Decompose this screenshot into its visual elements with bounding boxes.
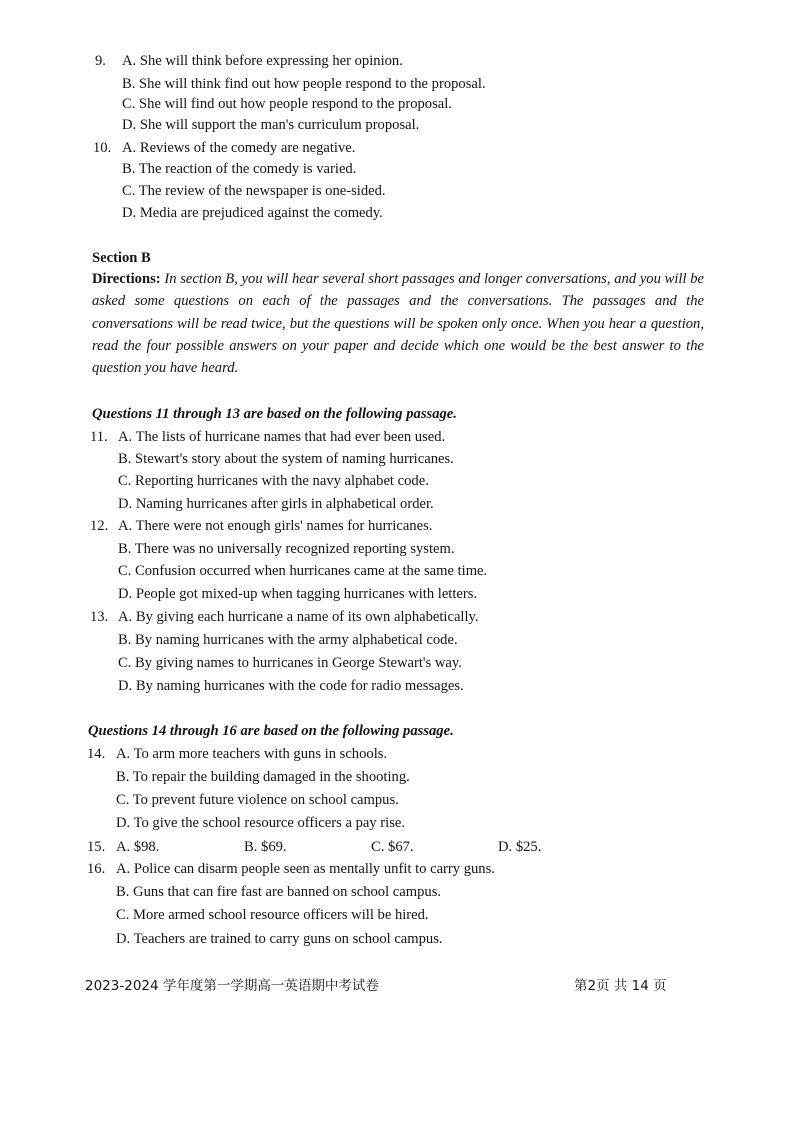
option-c: C. More armed school resource officers will be hired.: [116, 907, 429, 923]
question-number: 14.: [87, 746, 106, 762]
option-a: A. To arm more teachers with guns in schools.: [116, 746, 388, 762]
question-number: 10.: [93, 140, 112, 156]
option-d: D. To give the school resource officers a pay rise.: [116, 815, 406, 831]
question-number: 11.: [90, 429, 108, 445]
option-d: D. She will support the man's curriculum proposal.: [122, 117, 420, 133]
option-c: C. She will find out how people respond to the proposal.: [122, 96, 452, 112]
option-b: B. $69.: [244, 839, 287, 855]
option-b: B. Guns that can fire fast are banned on school campus.: [116, 884, 442, 900]
question-number: 13.: [90, 609, 109, 625]
option-a: A. By giving each hurricane a name of its own alphabetically.: [118, 609, 479, 625]
option-c: C. The review of the newspaper is one-sided.: [122, 183, 386, 199]
passage-heading-2: Questions 14 through 16 are based on the following passage.: [88, 723, 454, 739]
option-d: D. Media are prejudiced against the comedy.: [122, 205, 383, 221]
option-b: B. She will think find out how people respond to the proposal.: [122, 76, 486, 92]
option-c: C. Reporting hurricanes with the navy alphabet code.: [118, 473, 429, 489]
option-a: A. There were not enough girls' names for hurricanes.: [118, 518, 433, 534]
option-c: C. By giving names to hurricanes in George Stewart's way.: [118, 655, 462, 671]
question-number: 12.: [90, 518, 109, 534]
option-d: D. By naming hurricanes with the code for radio messages.: [118, 678, 464, 694]
question-number: 9.: [95, 53, 106, 69]
option-c: C. Confusion occurred when hurricanes came at the same time.: [118, 563, 488, 579]
option-a: A. Reviews of the comedy are negative.: [122, 140, 356, 156]
question-number: 16.: [87, 861, 106, 877]
option-d: D. $25.: [498, 839, 542, 855]
option-b: B. Stewart's story about the system of naming hurricanes.: [118, 451, 454, 467]
option-b: B. By naming hurricanes with the army alphabetical code.: [118, 632, 458, 648]
footer-page-info: 第2页 共 14 页: [574, 978, 667, 994]
option-b: B. The reaction of the comedy is varied.: [122, 161, 357, 177]
option-a: A. The lists of hurricane names that had ever been used.: [118, 429, 446, 445]
option-d: D. People got mixed-up when tagging hurricanes with letters.: [118, 586, 478, 602]
option-b: B. To repair the building damaged in the shooting.: [116, 769, 410, 785]
question-number: 15.: [87, 839, 106, 855]
option-d: D. Naming hurricanes after girls in alphabetical order.: [118, 496, 434, 512]
passage-heading-1: Questions 11 through 13 are based on the following passage.: [92, 406, 457, 422]
directions-text: In section B, you will hear several short passages and longer conversations, and you will be asked some questions on each of the passages and the conversations. The passages and the conversations will be read twice, but the questions will be spoken only once. When you hear a question, read the four possible answers on your paper and decide which one would be the best answer to the question you have heard.: [92, 271, 704, 377]
section-directions: [92, 268, 704, 379]
option-a: A. $98.: [116, 839, 160, 855]
option-c: C. $67.: [371, 839, 414, 855]
option-b: B. There was no universally recognized reporting system.: [118, 541, 455, 557]
section-title: Section B: [92, 250, 151, 266]
footer-exam-title: 2023-2024 学年度第一学期高一英语期中考试卷: [85, 978, 379, 994]
option-d: D. Teachers are trained to carry guns on school campus.: [116, 931, 443, 947]
option-c: C. To prevent future violence on school campus.: [116, 792, 399, 808]
option-a: A. Police can disarm people seen as mentally unfit to carry guns.: [116, 861, 495, 877]
option-a: A. She will think before expressing her opinion.: [122, 53, 403, 69]
directions-label: Directions:: [92, 271, 161, 287]
